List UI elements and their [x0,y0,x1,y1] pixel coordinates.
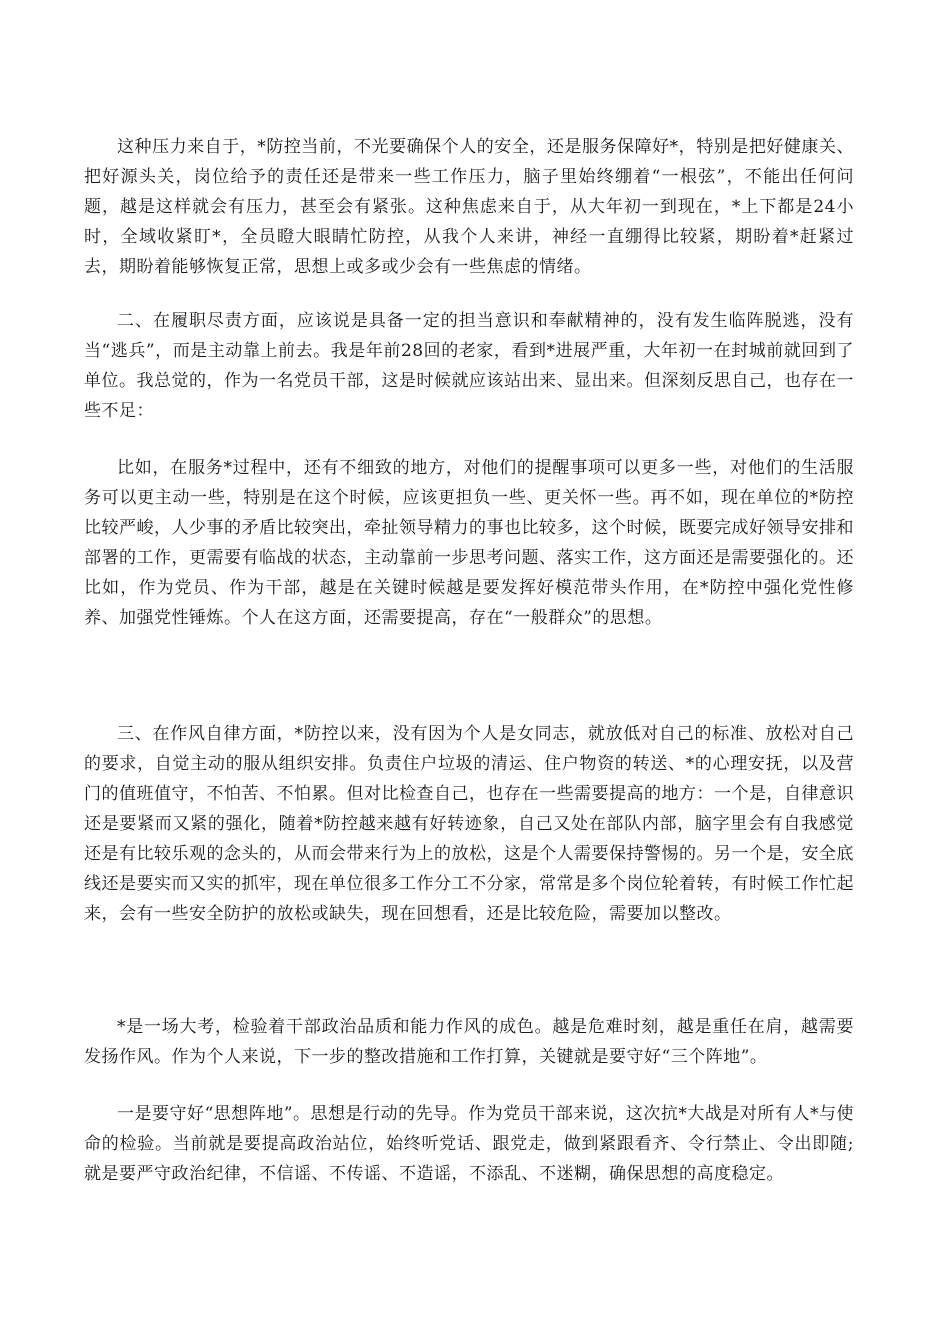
paragraph-6: 一是要守好“思想阵地”。思想是行动的先导。作为党员干部来说，这次抗*大战是对所有人*与使命的检验。当前就是要提高政治站位，始终听党话、跟党走，做到紧跟看齐、令行禁止、令出即随;就是要严守政治纪律，不信谣、不传谣、不造谣，不添乱、不迷糊，确保思想的高度稳定。 [84,1104,854,1184]
paragraph-3: 比如，在服务*过程中，还有不细致的地方，对他们的提醒事项可以更多一些，对他们的生活服务可以更主动一些，特别是在这个时候，应该更担负一些、更关怀一些。再不如，现在单位的*防控比较严峻，人少事的矛盾比较突出，牵扯领导精力的事也比较多，这个时候，既要完成好领导安排和部署的工作，更需要有临战的状态，主动靠前一步思考问题、落实工作，这方面还是需要强化的。还比如，作为党员、作为干部，越是在关键时候越是要发挥好模范带头作用，在*防控中强化党性修养、加强党性锤炼。个人在这方面，还需要提高，存在“一般群众”的思想。 [84,458,854,628]
paragraph-5: *是一场大考，检验着干部政治品质和能力作风的成色。越是危难时刻，越是重任在肩，越需要发扬作风。作为个人来说，下一步的整改措施和工作打算，关键就是要守好“三个阵地”。 [84,1017,854,1067]
paragraph-2: 二、在履职尽责方面，应该说是具备一定的担当意识和奉献精神的，没有发生临阵脱逃，没有当“逃兵”，而是主动靠上前去。我是年前28回的老家，看到*进展严重，大年初一在封城前就回到了单位。我总觉的，作为一名党员干部，这是时候就应该站出来、显出来。但深刻反思自己，也存在一些不足： [84,311,854,421]
paragraph-1: 这种压力来自于，*防控当前，不光要确保个人的安全，还是服务保障好*，特别是把好健康关、把好源头关，岗位给予的责任还是带来一些工作压力，脑子里始终绷着“一根弦”，不能出任何问题，越是这样就会有压力，甚至会有紧张。这种焦虑来自于，从大年初一到现在，*上下都是24小时，全域收紧盯*，全员瞪大眼睛忙防控，从我个人来讲，神经一直绷得比较紧，期盼着*赶紧过去，期盼着能够恢复正常，思想上或多或少会有一些焦虑的情绪。 [84,137,854,277]
paragraph-4: 三、在作风自律方面，*防控以来，没有因为个人是女同志，就放低对自己的标准、放松对自己的要求，自觉主动的服从组织安排。负责住户垃圾的清运、住户物资的转送、*的心理安抚，以及营门的值班值守，不怕苦、不怕累。但对比检查自己，也存在一些需要提高的地方：一个是，自律意识还是要紧而又紧的强化，随着*防控越来越有好转迹象，自己又处在部队内部，脑字里会有自我感觉还是有比较乐观的念头的，从而会带来行为上的放松，这是个人需要保持警惕的。另一个是，安全底线还是要实而又实的抓牢，现在单位很多工作分工不分家，常常是多个岗位轮着转，有时候工作忙起来，会有一些安全防护的放松或缺失，现在回想看，还是比较危险，需要加以整改。 [84,724,854,924]
